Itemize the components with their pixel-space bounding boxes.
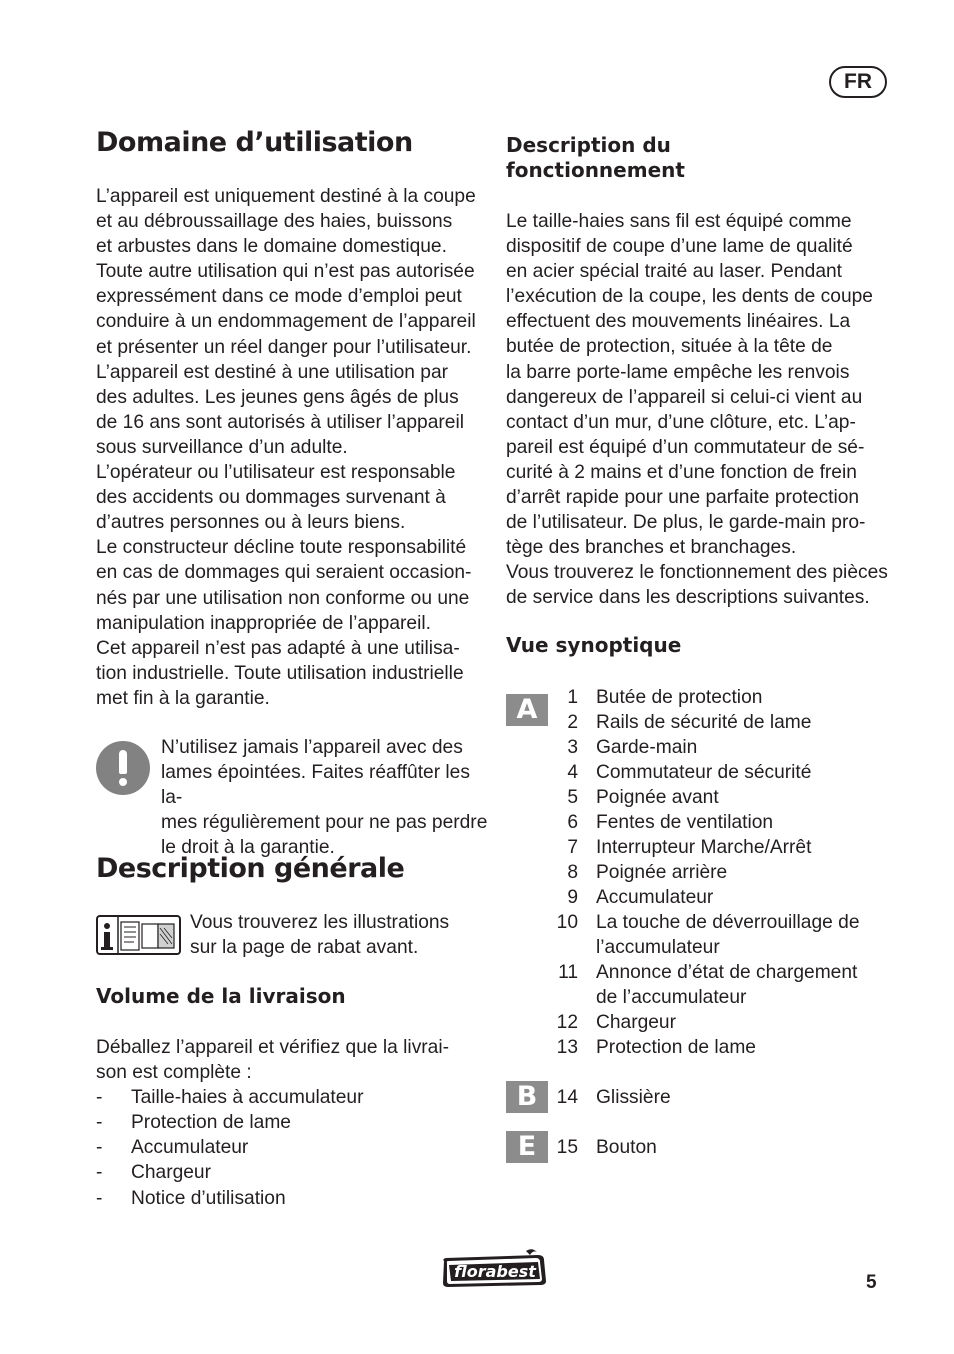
item-label: Accumulateur (596, 887, 714, 908)
text-line: en cas de dommages qui seraient occasion- (96, 562, 472, 584)
item-number: 12 (556, 1012, 578, 1033)
text-line: conduire à un endommagement de l’appareil (96, 311, 476, 333)
item-number: 13 (556, 1037, 578, 1058)
text-line: L’appareil est uniquement destiné à la coupe (96, 186, 476, 207)
list-item-label: Chargeur (131, 1162, 211, 1184)
text-line: manipulation inappropriée de l’appareil. (96, 612, 431, 634)
item-label-line: de l’accumulateur (596, 987, 747, 1009)
item-number: 11 (558, 962, 578, 983)
text-line: de l’utilisateur. De plus, le garde-main pro- (506, 512, 866, 534)
list-dash: - (96, 1137, 103, 1159)
text-line: de service dans les descriptions suivantes. (506, 587, 870, 609)
list-item-label: Taille-haies à accumulateur (131, 1087, 364, 1109)
text-line: son est complète : (96, 1062, 252, 1084)
text-line: effectuent des mouvements linéaires. La (506, 311, 851, 333)
text-line: la barre porte-lame empêche les renvois (506, 361, 850, 383)
text-line: dangereux de l’appareil si celui-ci vient au (506, 386, 863, 408)
text-line: et au débroussaillage des haies, buissons (96, 211, 453, 233)
info-text (190, 910, 490, 960)
subsection-title-fonction (506, 133, 685, 183)
text-line: tège des branches et branchages. (506, 537, 797, 559)
figure-badge-e: E (506, 1131, 548, 1163)
text-line: Le constructeur décline toute responsabilité (96, 537, 467, 559)
list-item-label: Protection de lame (131, 1112, 291, 1134)
list-dash: - (96, 1162, 103, 1184)
text-line: le droit à la garantie. (161, 837, 335, 859)
text-line: tion industrielle. Toute utilisation industrielle (96, 662, 464, 684)
text-line: de 16 ans sont autorisés à utiliser l’appareil (96, 411, 464, 433)
item-label: Chargeur (596, 1012, 676, 1033)
subsection-title-volume: Volume de la livraison (96, 984, 346, 1008)
text-line: butée de protection, située à la tête de (506, 336, 833, 358)
section-title-general: Description générale (96, 853, 405, 884)
item-number: 7 (567, 837, 578, 858)
item-label: Interrupteur Marche/Arrêt (596, 837, 812, 858)
figure-badge-a: A (506, 694, 548, 726)
item-number: 10 (556, 912, 578, 933)
text-line: contact d’un mur, d’une clôture, etc. L’ap- (506, 411, 856, 433)
domaine-paragraph (96, 184, 496, 711)
item-number: 6 (567, 812, 578, 833)
item-number: 2 (567, 712, 578, 733)
language-badge: FR (829, 66, 887, 98)
text-line: Cet appareil n’est pas adapté à une utilisa- (96, 637, 460, 659)
text-line: pareil est équipé d’un commutateur de sé- (506, 436, 865, 458)
info-illustration-icon (96, 914, 182, 956)
item-label: Garde-main (596, 737, 698, 758)
overview-item (548, 960, 908, 1010)
item-number: 14 (556, 1087, 578, 1108)
text-line: met fin à la garantie. (96, 687, 270, 709)
list-item-label: Accumulateur (131, 1137, 249, 1159)
text-line: lames épointées. Faites réaffûter les la- (161, 762, 470, 809)
list-item (96, 1160, 496, 1185)
list-item (96, 1085, 496, 1110)
text-line: en acier spécial traité au laser. Pendant (506, 261, 842, 283)
item-label-line: Annonce d’état de chargement (596, 962, 858, 983)
fonction-paragraph (506, 209, 906, 611)
text-line: et présenter un réel danger pour l’utilisateur. (96, 336, 472, 358)
text-line: Vous trouverez le fonctionnement des pièces (506, 562, 888, 584)
text-line: Vous trouverez les illustrations (190, 912, 450, 933)
figure-badge-b: B (506, 1081, 548, 1113)
logo-wordmark: florabest (454, 1262, 536, 1281)
list-dash: - (96, 1112, 103, 1134)
item-label: Poignée arrière (596, 862, 728, 883)
list-item (96, 1110, 496, 1135)
item-label: Poignée avant (596, 787, 719, 808)
text-line: N’utilisez jamais l’appareil avec des (161, 737, 463, 758)
item-label: Fentes de ventilation (596, 812, 774, 833)
text-line: et arbustes dans le domaine domestique. (96, 236, 447, 258)
text-line: L’opérateur ou l’utilisateur est responsable (96, 462, 456, 484)
item-label: Butée de protection (596, 687, 763, 708)
list-item-label: Notice d’utilisation (131, 1187, 286, 1209)
item-label-line: La touche de déverrouillage de (596, 912, 860, 933)
text-line: dispositif de coupe d’une lame de qualité (506, 236, 853, 258)
item-number: 9 (567, 887, 578, 908)
item-number: 5 (567, 787, 578, 808)
title-line: fonctionnement (506, 158, 685, 182)
item-label: Glissière (596, 1087, 671, 1108)
item-label-line: l’accumulateur (596, 937, 720, 959)
text-line: d’autres personnes ou à leurs biens. (96, 512, 406, 534)
item-number: 1 (567, 687, 578, 708)
text-line: mes régulièrement pour ne pas perdre (161, 812, 488, 834)
title-line: Description du (506, 133, 671, 157)
page-number: 5 (866, 1272, 877, 1293)
item-number: 15 (556, 1137, 578, 1158)
florabest-logo (438, 1247, 551, 1289)
list-dash: - (96, 1187, 103, 1209)
exclamation-warning-icon (96, 741, 150, 795)
text-line: Déballez l’appareil et vérifiez que la livrai- (96, 1037, 450, 1058)
subsection-title-vue: Vue synoptique (506, 633, 682, 657)
text-line: sur la page de rabat avant. (190, 937, 419, 959)
overview-item (548, 910, 908, 960)
text-line: Le taille-haies sans fil est équipé comme (506, 211, 852, 232)
warning-text (161, 735, 491, 860)
text-line: sous surveillance d’un adulte. (96, 436, 348, 458)
list-item (96, 1186, 496, 1211)
text-line: expressément dans ce mode d’emploi peut (96, 286, 462, 308)
list-item (96, 1135, 496, 1160)
volume-paragraph (96, 1035, 496, 1211)
text-line: d’arrêt rapide pour une parfaite protection (506, 487, 860, 509)
item-label: Commutateur de sécurité (596, 762, 812, 783)
text-line: Toute autre utilisation qui n’est pas autorisée (96, 261, 475, 283)
text-line: L’appareil est destiné à une utilisation par (96, 361, 449, 383)
section-title-domaine: Domaine d’utilisation (96, 127, 413, 158)
item-label: Bouton (596, 1137, 657, 1158)
item-label: Rails de sécurité de lame (596, 712, 812, 733)
item-label: Protection de lame (596, 1037, 756, 1058)
item-label (596, 960, 896, 1010)
text-line: des adultes. Les jeunes gens âgés de plus (96, 386, 459, 408)
item-number: 4 (567, 762, 578, 783)
text-line: curité à 2 mains et d’une fonction de frein (506, 461, 857, 483)
text-line: nés par une utilisation non conforme ou une (96, 587, 470, 609)
item-label (596, 910, 896, 960)
item-number: 3 (567, 737, 578, 758)
text-line: des accidents ou dommages survenant à (96, 487, 446, 509)
item-number: 8 (567, 862, 578, 883)
list-dash: - (96, 1087, 103, 1109)
text-line: l’exécution de la coupe, les dents de coupe (506, 286, 873, 308)
